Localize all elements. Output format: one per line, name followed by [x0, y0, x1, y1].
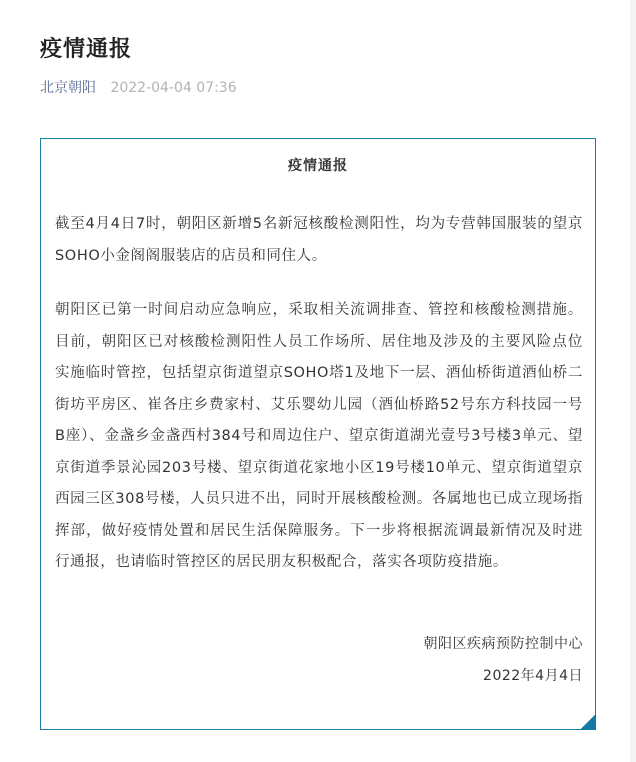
signature-org: 朝阳区疾病预防控制中心: [423, 636, 583, 652]
notice-paragraph: 朝阳区已第一时间启动应急响应，采取相关流调排查、管控和核酸检测措施。目前，朝阳区已对核酸检测阳性人员工作场所、居住地及涉及的主要风险点位实施临时管控，包括望京街道望京SOHO塔1及地下一层、酒仙桥街道酒仙桥二街坊平房区、崔各庄乡费家村、艾乐婴幼儿园（酒仙桥路52号东方科技园一号B座）、金盏乡金盏西村384号和周边住户、望京街道湖光壹号3号楼3单元、望京街道季景沁园203号楼、望京街道花家地小区19号楼10单元、望京街道望京西园三区308号楼，人员只进不出，同时开展核酸检测。各属地也已成立现场指挥部，做好疫情处置和居民生活保障服务。下一步将根据流调最新情况及时进行通报，也请临时管控区的居民朋友积极配合，落实各项防疫措施。: [55, 302, 583, 570]
scrollbar-track[interactable]: [630, 0, 636, 762]
notice-box: [40, 138, 596, 730]
publish-time: 2022-04-04 07:36: [110, 80, 237, 96]
notice-title: 疫情通报: [288, 158, 348, 174]
signature-date: 2022年4月4日: [483, 668, 583, 684]
author-link[interactable]: 北京朝阳: [40, 80, 96, 96]
article-meta: [40, 77, 237, 97]
notice-paragraph: 截至4月4日7时，朝阳区新增5名新冠核酸检测阳性，均为专营韩国服装的望京SOHO小金阁阁服装店的店员和同住人。: [55, 216, 583, 264]
article-title: 疫情通报: [40, 37, 133, 62]
corner-fold-decoration: [580, 714, 596, 730]
